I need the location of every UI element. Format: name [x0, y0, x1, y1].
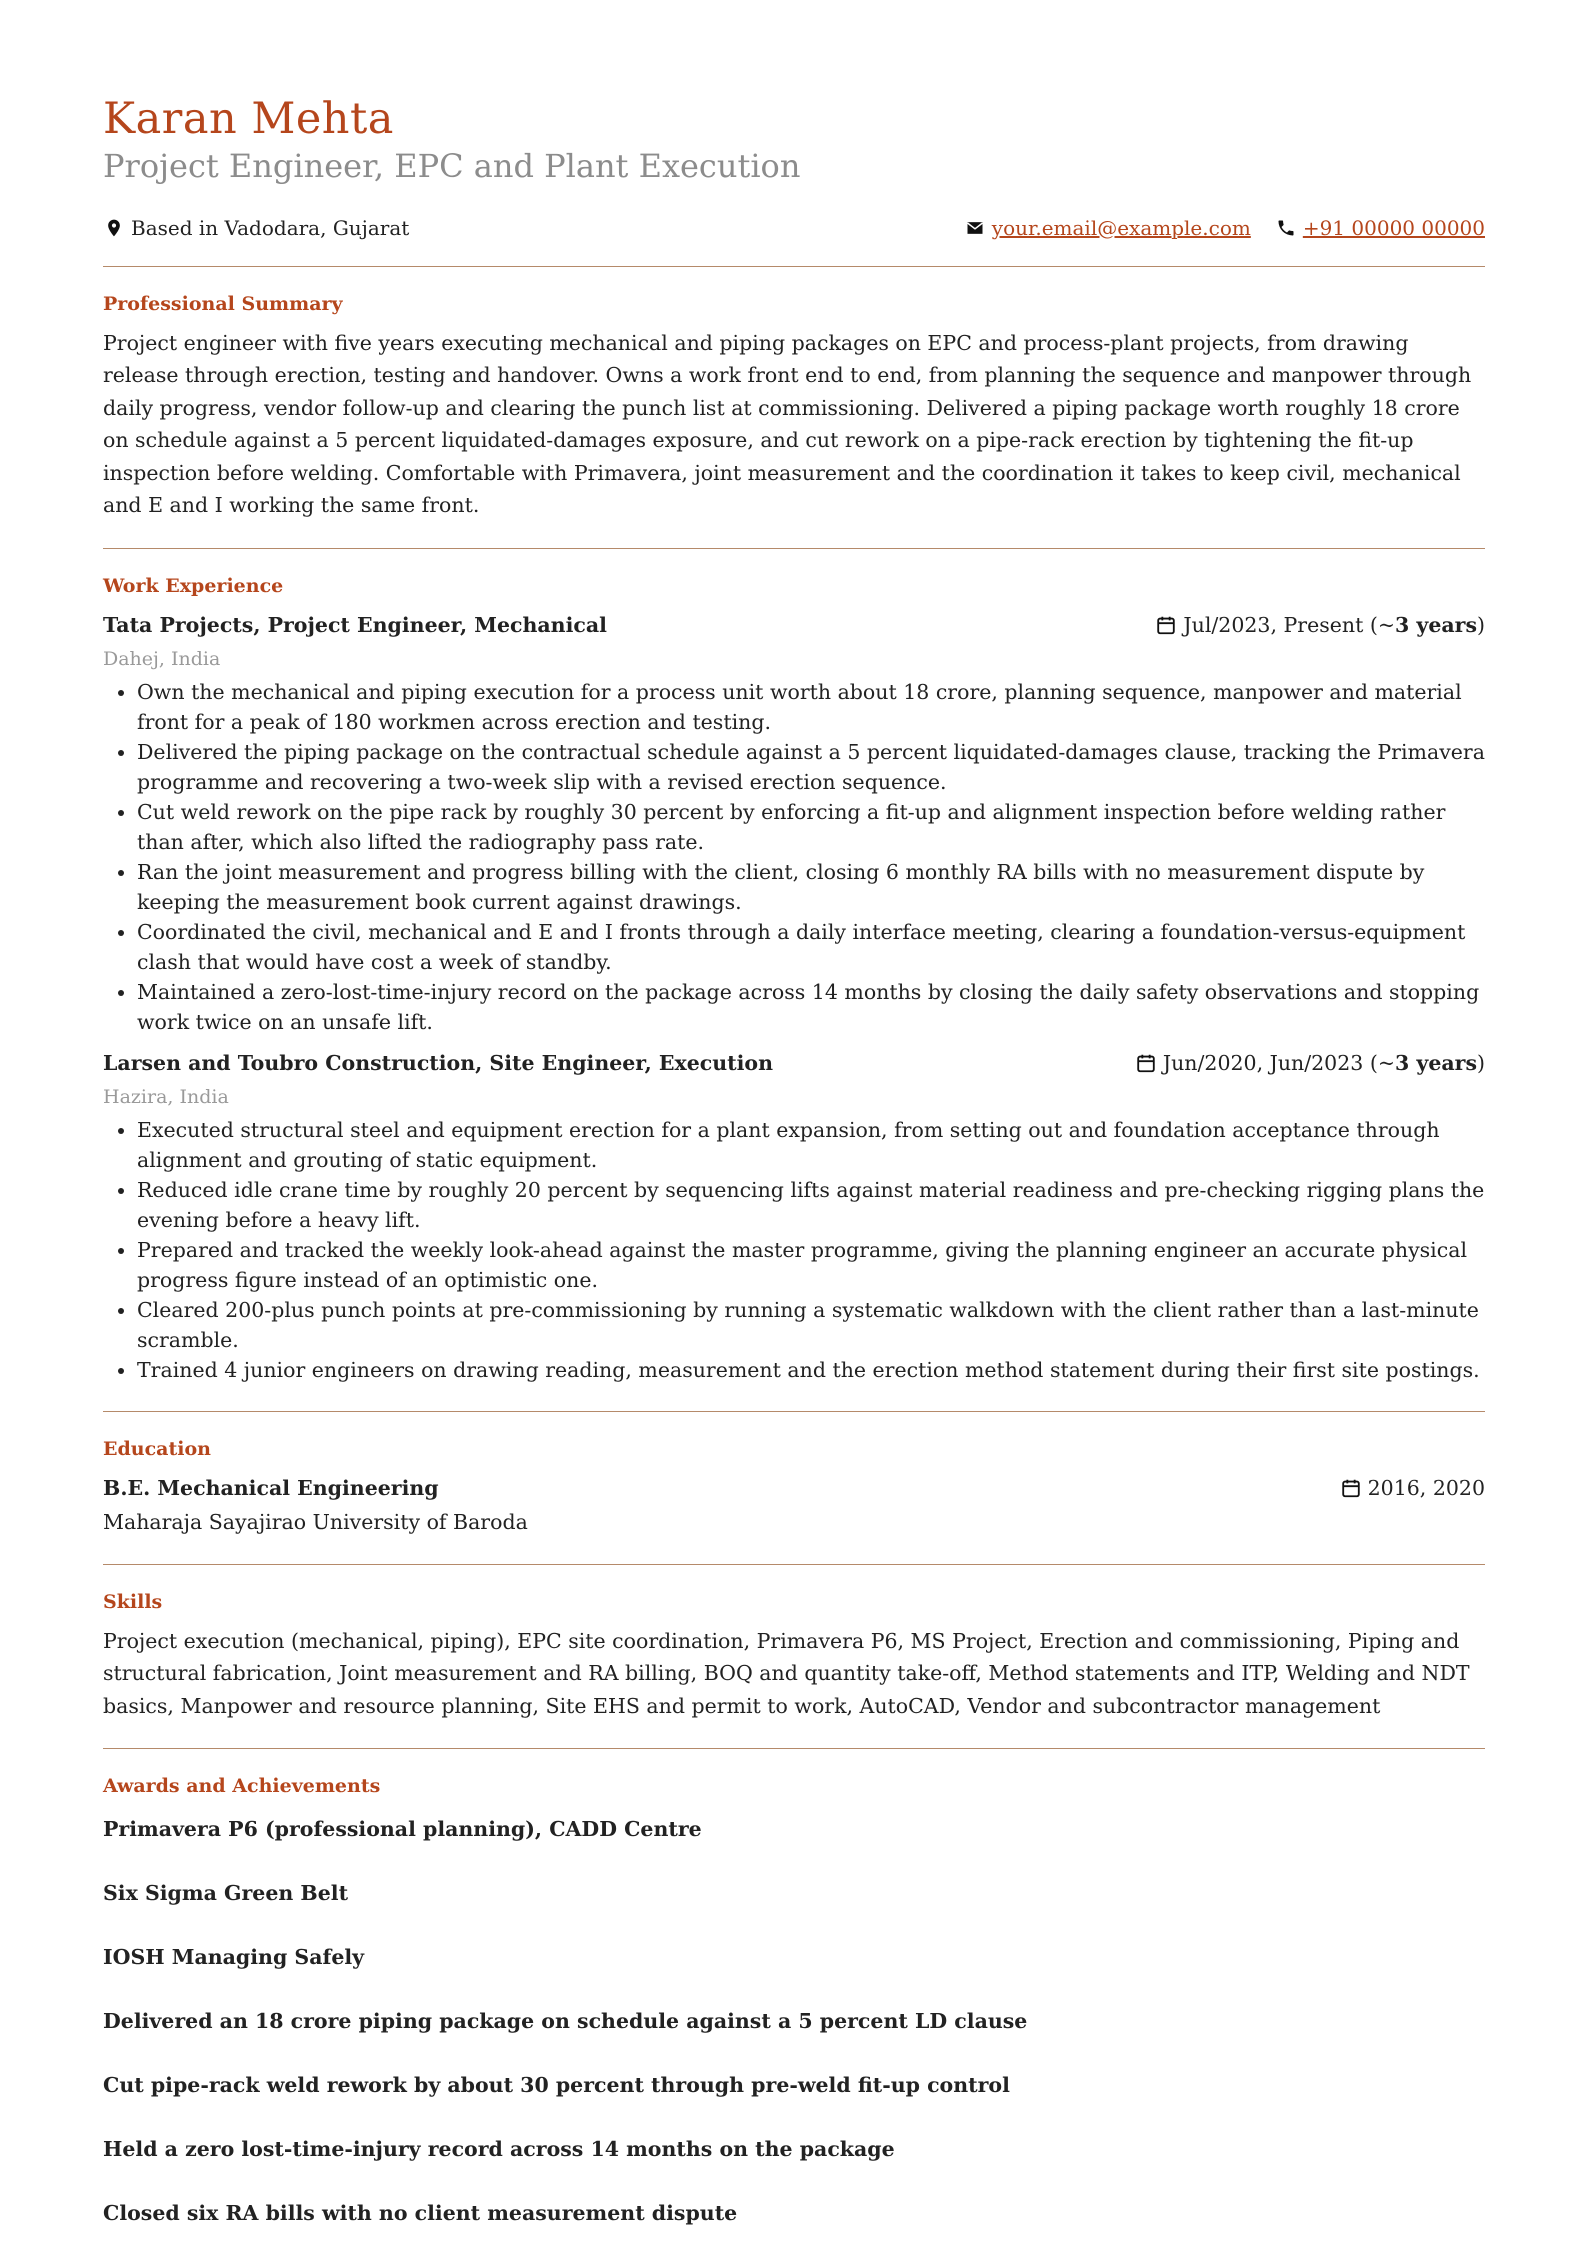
education-section — [103, 1412, 1485, 1538]
phone-link[interactable]: +91 00000 00000 — [1302, 215, 1485, 240]
calendar-icon — [1155, 614, 1177, 636]
location-block — [103, 216, 409, 240]
job-bullet: • Executed structural steel and equipment erection for a plant expansion, from setting out and foundation acceptance through alignment and grouting of static equipment. — [137, 1115, 1485, 1175]
job-role: Site Engineer, Execution — [489, 1050, 773, 1075]
job-title: Tata Projects, Project Engineer, Mechanical — [103, 612, 607, 637]
email-link[interactable]: your.email@example.com — [991, 215, 1251, 240]
summary-section — [103, 267, 1485, 522]
job-header — [103, 609, 1485, 641]
job-entry — [103, 1047, 1485, 1385]
job-bullet: • Cut weld rework on the pipe rack by roughly 30 percent by enforcing a fit-up and alignment inspection before welding rather than after, which also lifted the radiography pass rate. — [137, 797, 1485, 857]
job-bullet: • Maintained a zero-lost-time-injury record on the package across 14 months by closing the daily safety observations and stopping work twice on an unsafe lift. — [137, 977, 1485, 1037]
candidate-name: Karan Mehta — [103, 94, 394, 144]
contact-links — [964, 216, 1485, 240]
award-item: Closed six RA bills with no client measurement dispute — [103, 2201, 738, 2226]
education-date-text: 2016, 2020 — [1367, 1475, 1485, 1500]
phone-icon — [1275, 217, 1297, 239]
job-date — [1135, 1047, 1485, 1079]
contact-row — [103, 216, 1485, 240]
summary-text: Project engineer with five years executing mechanical and piping packages on EPC and process-plant projects, from drawing release through erection, testing and handover. Owns a work front end to end, from planning the sequence and manpower through daily progress, vendor follow-up and clearing the punch list at commissioning. Delivered a piping package worth roughly 18 crore on schedule against a 5 percent liquidated-damages exposure, and cut rework on a pipe-rack erection by tightening the fit-up inspection before welding. Comfortable with Primavera, joint measurement and the coordination it takes to keep civil, mechanical and E and I working the same front. — [103, 330, 1472, 518]
job-bullet: • Own the mechanical and piping execution for a process unit worth about 18 crore, planning sequence, manpower and material front for a peak of 180 workmen across erection and testing. — [137, 677, 1485, 737]
education-header — [103, 1472, 1485, 1504]
candidate-headline: Project Engineer, EPC and Plant Execution — [103, 147, 801, 186]
job-date-close: ) — [1477, 612, 1485, 637]
job-bullet: • Reduced idle crane time by roughly 20 percent by sequencing lifts against material readiness and pre-checking rigging plans the evening before a heavy lift. — [137, 1175, 1485, 1235]
phone-contact — [1275, 216, 1485, 240]
job-bullet: • Trained 4 junior engineers on drawing reading, measurement and the erection method statement during their first site postings. — [137, 1355, 1485, 1385]
job-bullet: • Ran the joint measurement and progress billing with the client, closing 6 monthly RA bills with no measurement dispute by keeping the measurement book current against drawings. — [137, 857, 1485, 917]
location-pin-icon — [103, 217, 125, 239]
skills-section — [103, 1565, 1485, 1723]
email-contact — [964, 216, 1251, 240]
job-company: Larsen and Toubro Construction — [103, 1050, 476, 1075]
awards-section — [103, 1749, 1485, 2229]
job-date-close: ) — [1477, 1050, 1485, 1075]
job-duration: 3 years — [1395, 1050, 1477, 1075]
experience-section — [103, 549, 1485, 1385]
job-bullet: • Prepared and tracked the weekly look-ahead against the master programme, giving the planning engineer an accurate physical progress figure instead of an optimistic one. — [137, 1235, 1485, 1295]
job-location: Hazira, India — [103, 1085, 229, 1108]
awards-title: Awards and Achievements — [103, 1775, 381, 1798]
job-bullets — [103, 677, 1485, 1037]
award-item: Held a zero lost-time-injury record across 14 months on the package — [103, 2137, 895, 2162]
award-item: Primavera P6 (professional planning), CADD Centre — [103, 1817, 702, 1842]
job-bullet: • Cleared 200-plus punch points at pre-commissioning by running a systematic walkdown with the client rather than a last-minute scramble. — [137, 1295, 1485, 1355]
job-role: Project Engineer, Mechanical — [267, 612, 607, 637]
education-title: Education — [103, 1437, 211, 1460]
job-title: Larsen and Toubro Construction, Site Engineer, Execution — [103, 1050, 773, 1075]
award-item: IOSH Managing Safely — [103, 1945, 365, 1970]
school-name: Maharaja Sayajirao University of Baroda — [103, 1509, 528, 1534]
job-location: Dahej, India — [103, 647, 221, 670]
summary-title: Professional Summary — [103, 292, 343, 315]
degree: B.E. Mechanical Engineering — [103, 1475, 439, 1500]
job-bullet: • Coordinated the civil, mechanical and E and I fronts through a daily interface meeting, clearing a foundation-versus-equipment clash that would have cost a week of standby. — [137, 917, 1485, 977]
job-date — [1155, 609, 1485, 641]
location-text: Based in Vadodara, Gujarat — [131, 215, 410, 240]
award-item: Cut pipe-rack weld rework by about 30 percent through pre-weld fit-up control — [103, 2073, 1010, 2098]
job-bullet: • Delivered the piping package on the contractual schedule against a 5 percent liquidated-damages clause, tracking the Primavera programme and recovering a two-week slip with a revised erection sequence. — [137, 737, 1485, 797]
job-date-text: Jul/2023, Present (~ — [1183, 612, 1396, 637]
calendar-icon — [1135, 1052, 1157, 1074]
job-company: Tata Projects — [103, 612, 254, 637]
skills-text: Project execution (mechanical, piping), EPC site coordination, Primavera P6, MS Project, Erection and commissioning, Piping and structural fabrication, Joint measurement and RA billing, BOQ and quantity take-off, Method statements and ITP, Welding and NDT basics, Manpower and resource planning, Site EHS and permit to work, AutoCAD, Vendor and subcontractor management — [103, 1628, 1470, 1718]
experience-title: Work Experience — [103, 574, 284, 597]
job-header — [103, 1047, 1485, 1079]
envelope-icon — [964, 217, 986, 239]
calendar-icon — [1340, 1477, 1362, 1499]
job-bullets — [103, 1115, 1485, 1385]
education-date — [1340, 1472, 1485, 1504]
job-date-text: Jun/2020, Jun/2023 (~ — [1162, 1050, 1396, 1075]
skills-title: Skills — [103, 1590, 163, 1613]
job-duration: 3 years — [1395, 612, 1477, 637]
job-entry — [103, 609, 1485, 1037]
award-item: Six Sigma Green Belt — [103, 1881, 349, 1906]
award-item: Delivered an 18 crore piping package on schedule against a 5 percent LD clause — [103, 2009, 1028, 2034]
